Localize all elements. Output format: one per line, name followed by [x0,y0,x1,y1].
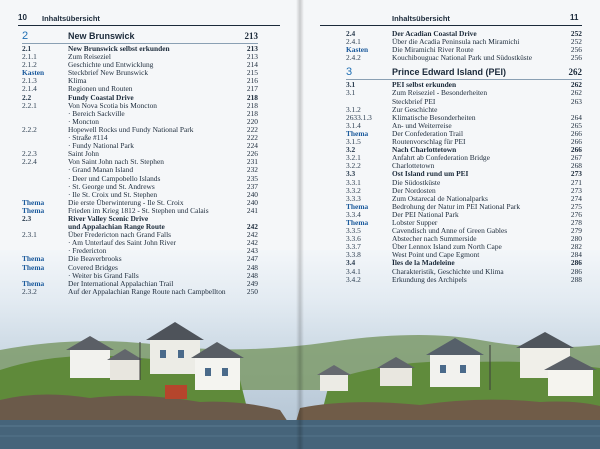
toc-entry-page: 214 [246,60,258,70]
toc-entry-title: Auf der Appalachian Range Route nach Campbellton [68,287,226,296]
toc-entry-page: 266 [570,145,582,155]
toc-entry-title: · Straße #114 [68,134,108,143]
toc-entry-page: 226 [246,149,258,159]
toc-entry-title: Steckbrief PEI [392,97,436,106]
toc-entry-title: PEI selbst erkunden [392,81,457,90]
toc-entry-title: An- und Weiterreise [392,121,452,130]
toc-entry-page: 276 [570,209,582,219]
toc-entry-page: 237 [246,181,258,191]
toc-entry-page: 240 [246,189,258,199]
toc-entry-page: 235 [246,173,258,183]
toc-entry-page: 252 [570,37,582,47]
left-header-rule [18,25,280,26]
toc-feature-entry[interactable] [22,199,258,207]
toc-entry-page: 218 [246,108,258,118]
toc-entry[interactable] [22,166,258,174]
toc-entry-title: · Grand Manan Island [68,166,134,175]
toc-entry-page: 271 [570,177,582,187]
toc-entry-title: · Fredericton [68,247,107,256]
toc-entry[interactable] [22,94,258,102]
toc-entry-page: 213 [246,52,258,62]
toc-entry-title: Charakteristik, Geschichte und Klima [392,267,504,276]
toc-entry-title: Zur Geschichte [392,105,438,114]
toc-entry-page: 216 [246,76,258,86]
toc-entry-page: 220 [246,116,258,126]
toc-feature-entry[interactable] [346,219,582,227]
toc-entry-number: 2.2.2 [22,124,37,134]
toc-entry-title: Lobster Supper [392,218,438,227]
toc-entry-page: 256 [570,45,582,55]
toc-entry-number: Thema [346,128,369,138]
toc-entry-number: 3.3.7 [346,242,361,252]
toc-entry-number: 3.1 [346,80,356,90]
toc-entry[interactable] [346,235,582,243]
toc-entry-number: 3.3.6 [346,234,361,244]
toc-entry-title: Regionen und Routen [68,85,133,94]
toc-feature-entry[interactable] [22,264,258,272]
toc-entry-title: Cavendisch und Anne of Green Gables [392,227,508,236]
toc-entry-title: River Valley Scenic Drive [68,214,149,223]
toc-entry-title: Über Lennox Island zum North Cape [392,243,502,252]
toc-entry-title: Erkundung des Archipels [392,275,467,284]
toc-entry-number: Thema [22,205,45,215]
toc-feature-entry[interactable] [346,46,582,54]
toc-entry-number: 3.2.2 [346,161,361,171]
toc-entry-title: Zum Reiseziel [68,53,111,62]
toc-feature-entry[interactable] [22,69,258,77]
toc-entry-number: 2.2 [22,92,32,102]
toc-entry-number: 2.4.1 [346,37,361,47]
toc-entry[interactable] [22,175,258,183]
toc-entry-page: 279 [570,226,582,236]
toc-entry-page: 275 [570,201,582,211]
toc-entry-title: Prince Edward Island (PEI) [392,67,507,78]
toc-entry-page: 213 [244,31,258,41]
toc-entry-number: 3.2 [346,145,356,155]
toc-entry[interactable] [346,54,582,62]
toc-chapter-heading[interactable] [22,30,258,44]
toc-entry[interactable] [22,134,258,142]
toc-entry[interactable] [22,231,258,239]
toc-entry[interactable] [346,106,582,114]
toc-entry-number: 3.3.2 [346,185,361,195]
toc-entry-page: 282 [570,242,582,252]
toc-entry-number: 2.3 [22,213,32,223]
toc-entry-title: Frieden im Krieg 1812 - St. Stephen und Calais [68,206,209,215]
toc-entry-number: 3.1.2 [346,104,361,114]
toc-entry-page: 222 [246,133,258,143]
toc-entry[interactable] [22,150,258,158]
right-page-number: 11 [570,13,579,22]
toc-entry-title: Ost Island rund um PEI [392,170,469,179]
toc-entry-page: 250 [246,286,258,296]
toc-entry[interactable] [22,223,258,231]
toc-entry-title: Die Miramichi River Route [392,46,474,55]
toc-entry[interactable] [346,170,582,178]
toc-entry-number: 3.2.1 [346,153,361,163]
toc-entry-page: 263 [570,96,582,106]
toc-entry-title: Von Nova Scotia bis Moncton [68,101,157,110]
toc-entry-page: 248 [246,262,258,272]
toc-entry-page: 249 [246,278,258,288]
toc-entry-page: 288 [570,274,582,284]
toc-entry-title: Charlottetown [392,162,435,171]
toc-entry[interactable] [22,215,258,223]
toc-entry[interactable] [22,288,258,296]
toc-entry[interactable] [22,45,258,53]
toc-entry-title: Abstecher nach Summerside [392,235,477,244]
toc-entry-page: 242 [246,222,258,232]
toc-chapter-heading[interactable] [346,66,582,80]
toc-entry[interactable] [346,138,582,146]
toc-entry-number: 3.4.2 [346,274,361,284]
toc-entry-title: Bedrohung der Natur im PEI National Park [392,202,521,211]
toc-entry[interactable] [22,142,258,150]
toc-entry[interactable] [346,122,582,130]
toc-entry-number: 2.1.2 [22,60,37,70]
toc-entry-number: 2633.1.3 [346,112,372,122]
toc-entry-page: 262 [568,67,582,78]
toc-entry-page: 264 [570,112,582,122]
toc-entry-page: 218 [246,92,258,102]
toc-entry-number: Kasten [346,45,369,55]
toc-entry-number: 2.4 [346,29,356,38]
left-running-header: Inhaltsübersicht [42,14,100,23]
toc-entry[interactable] [22,239,258,247]
toc-entry-page: 243 [246,246,258,256]
left-page-number: 10 [18,13,27,22]
toc-entry-number: Thema [22,262,45,272]
toc-entry-title: Der Confederation Trail [392,129,464,138]
toc-entry-number: 2.2.1 [22,100,37,110]
toc-entry[interactable] [22,102,258,110]
toc-entry[interactable] [346,243,582,251]
toc-entry-title: · Deer und Campobello Islands [68,174,161,183]
toc-entry-number: 3 [346,66,353,79]
toc-entry-page: 278 [570,217,582,227]
toc-entry-page: 247 [246,254,258,264]
toc-entry[interactable] [346,38,582,46]
toc-entry-title: · Ile St. Croix und St. Stephen [68,190,158,199]
toc-entry-title: Saint John [68,150,100,159]
toc-entry-title: Klimatische Besonderheiten [392,113,476,122]
toc-feature-entry[interactable] [22,207,258,215]
toc-entry-title: Fundy Coastal Drive [68,93,134,102]
toc-entry-number: 3.1.4 [346,120,361,130]
toc-entry-title: Die erste Überwinterung - Ile St. Croix [68,198,184,207]
toc-entry[interactable] [346,211,582,219]
toc-entry[interactable] [346,268,582,276]
toc-entry-page: 280 [570,234,582,244]
right-page [300,0,600,449]
toc-feature-entry[interactable] [22,255,258,263]
toc-entry-number: 2.1.1 [22,52,37,62]
toc-entry[interactable] [22,61,258,69]
toc-entry[interactable] [22,118,258,126]
toc-entry-page: 241 [246,205,258,215]
toc-entry[interactable] [346,195,582,203]
toc-entry[interactable] [22,191,258,199]
toc-entry-title: Der International Appalachian Trail [68,279,174,288]
toc-entry-number: Kasten [22,68,45,78]
toc-entry[interactable] [346,276,582,284]
toc-entry-page: 273 [570,185,582,195]
toc-entry-title: Kouchibouguac National Park und Südostküste [392,54,532,63]
toc-entry-title: Der Nordosten [392,186,436,195]
toc-entry-page: 262 [570,88,582,98]
toc-entry-page: 222 [246,124,258,134]
toc-entry-title: Geschichte und Entwicklung [68,61,154,70]
toc-entry-title: · Weiter bis Grand Falls [68,271,139,280]
toc-entry-number: 2.4.2 [346,53,361,63]
toc-entry-number: Thema [346,217,369,227]
toc-entry-page: 286 [570,258,582,268]
toc-entry-title: New Brunswick selbst erkunden [68,45,170,53]
toc-entry[interactable] [22,53,258,61]
toc-entry-number: 3.3.5 [346,226,361,236]
toc-entry-title: · Bereich Sackville [68,109,125,118]
toc-entry[interactable] [22,77,258,85]
toc-entry-title: Der Acadian Coastal Drive [392,30,477,38]
toc-feature-entry[interactable] [346,203,582,211]
toc-entry-number: 3.4 [346,258,356,268]
toc-entry-page: 231 [246,157,258,167]
toc-entry-number: 3.1 [346,88,356,98]
toc-entry[interactable] [346,227,582,235]
toc-entry-title: Anfahrt ab Confederation Bridge [392,154,490,163]
toc-entry-page: 266 [570,137,582,147]
toc-entry-title: Steckbrief New Brunswick [68,69,149,78]
toc-entry-page: 213 [246,44,258,53]
toc-entry-number: 3.3.8 [346,250,361,260]
toc-entry[interactable] [22,126,258,134]
toc-entry-title: Hopewell Rocks und Fundy National Park [68,125,194,134]
left-toc-list [22,30,258,296]
toc-entry-number: 2.3.1 [22,230,37,240]
toc-entry[interactable] [346,251,582,259]
toc-entry-title: Über die Acadia Peninsula nach Miramichi [392,38,520,47]
toc-entry[interactable] [346,81,582,89]
toc-entry-number: 2.2.4 [22,157,37,167]
toc-entry-title: und Appalachian Range Route [68,223,165,232]
toc-entry-number: 2.1 [22,44,32,53]
toc-entry-page: 274 [570,193,582,203]
toc-entry[interactable] [22,158,258,166]
toc-entry[interactable] [346,179,582,187]
toc-entry-page: 242 [246,238,258,248]
toc-entry-number: 3.4.1 [346,266,361,276]
toc-feature-entry[interactable] [346,130,582,138]
toc-entry-page: 262 [570,80,582,90]
toc-entry-number: 2.1.3 [22,76,37,86]
toc-entry-number: 2.2.3 [22,149,37,159]
toc-entry-number: 3.1.5 [346,137,361,147]
toc-entry[interactable] [346,114,582,122]
toc-entry-page: 265 [570,120,582,130]
toc-entry-page: 248 [246,270,258,280]
toc-entry-page: 217 [246,84,258,94]
toc-entry[interactable] [22,183,258,191]
toc-entry-number: Thema [22,197,45,207]
toc-entry-title: · Am Unterlauf des Saint John River [68,239,176,248]
toc-entry-number: 2.1.4 [22,84,37,94]
toc-entry-page: 267 [570,153,582,163]
toc-entry-page: 284 [570,250,582,260]
toc-entry-number: 3.3 [346,169,356,179]
toc-entry-page: 218 [246,100,258,110]
toc-entry-page: 256 [570,53,582,63]
toc-entry-number: Thema [22,254,45,264]
toc-entry[interactable] [346,259,582,267]
book-gutter [296,0,304,449]
toc-entry-title: Der PEI National Park [392,210,459,219]
toc-entry-title: New Brunswick [68,31,135,41]
toc-entry-title: · St. George und St. Andrews [68,182,155,191]
toc-entry-title: Zum Ostarecal de Nationalparks [392,194,488,203]
toc-entry[interactable] [22,85,258,93]
toc-entry[interactable] [346,98,582,106]
toc-entry-title: Die Beaverbrooks [68,255,122,264]
toc-entry-number: Thema [346,201,369,211]
toc-entry-title: · Moncton [68,117,99,126]
toc-entry-page: 286 [570,266,582,276]
toc-entry-page: 273 [570,169,582,179]
toc-entry-title: Routenvorschlag für PEI [392,138,466,147]
toc-entry-page: 240 [246,197,258,207]
toc-entry-page: 266 [570,128,582,138]
toc-entry-title: Von Saint John nach St. Stephen [68,158,164,167]
toc-entry-title: Îles de la Madeleine [392,259,455,268]
toc-entry-page: 252 [570,29,582,38]
toc-entry[interactable] [346,154,582,162]
toc-entry-title: West Point und Cape Egmont [392,251,480,260]
toc-entry-page: 215 [246,68,258,78]
toc-feature-entry[interactable] [22,280,258,288]
toc-entry-page: 242 [246,230,258,240]
toc-entry-title: Klima [68,77,87,86]
toc-entry-number: 2.3.2 [22,286,37,296]
toc-entry-page: 224 [246,141,258,151]
toc-entry[interactable] [22,272,258,280]
toc-entry-title: Covered Bridges [68,263,118,272]
toc-entry[interactable] [22,247,258,255]
toc-entry-title: · Fundy National Park [68,142,134,151]
toc-entry-title: Die Südostküste [392,178,441,187]
toc-entry[interactable] [346,89,582,97]
toc-entry-title: Zum Reiseziel - Besonderheiten [392,89,488,98]
toc-entry-number: Thema [22,278,45,288]
toc-entry[interactable] [22,110,258,118]
right-toc-list [346,30,582,284]
toc-entry[interactable] [346,187,582,195]
toc-entry[interactable] [346,162,582,170]
toc-entry-page: 268 [570,161,582,171]
toc-entry-number: 3.3.1 [346,177,361,187]
toc-entry[interactable] [346,30,582,38]
toc-entry-number: 3.3.4 [346,209,361,219]
toc-entry-number: 2 [22,30,29,42]
toc-entry-title: Über Fredericton nach Grand Falls [68,231,172,240]
toc-entry[interactable] [346,146,582,154]
toc-entry-title: Nach Charlottetown [392,146,457,155]
toc-entry-page: 232 [246,165,258,175]
right-running-header: Inhaltsübersicht [392,14,450,23]
toc-entry-number: 3.3.3 [346,193,361,203]
right-header-rule [320,25,582,26]
